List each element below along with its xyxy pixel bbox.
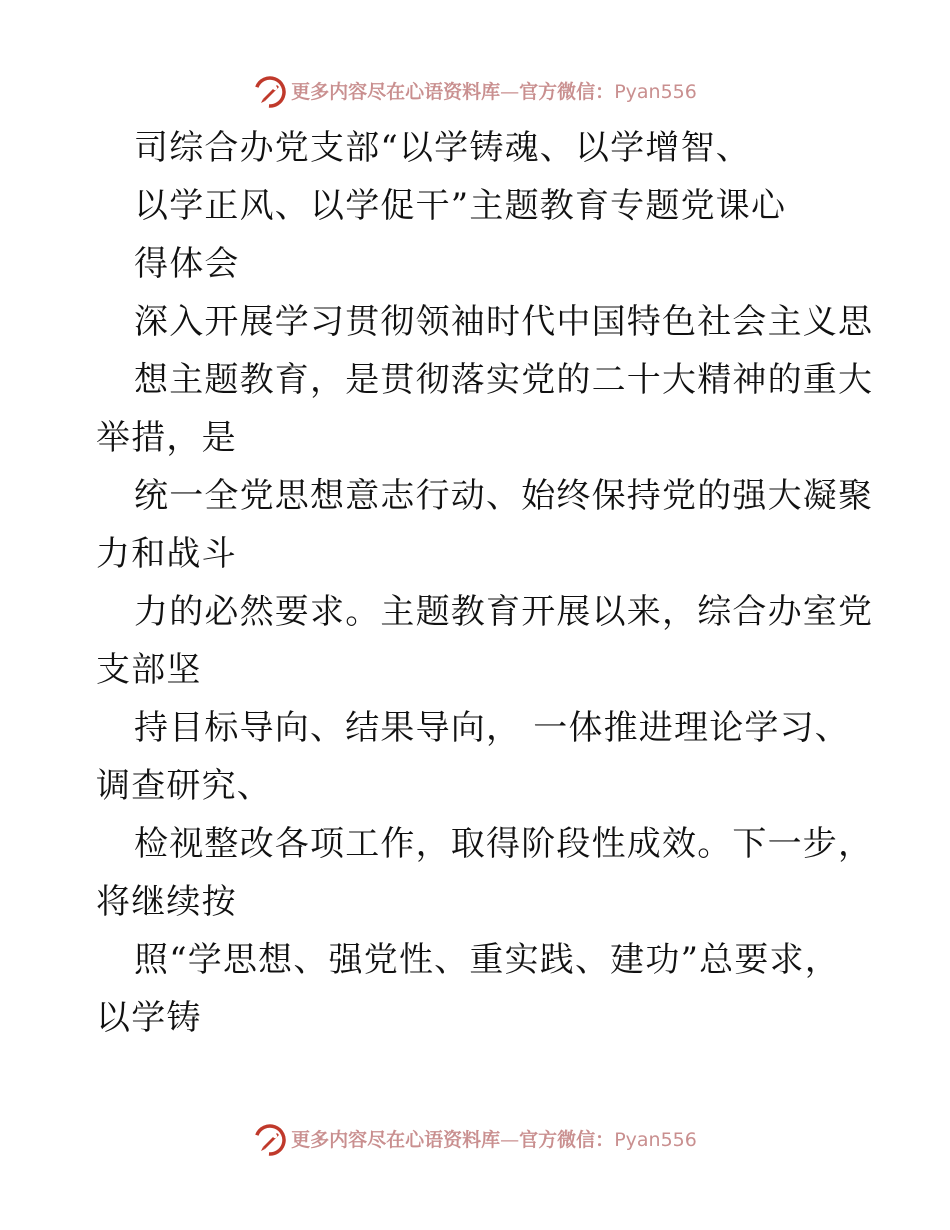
watermark-text [291, 80, 697, 103]
paragraph-line: 持目标导向、结果导向， 一体推进理论学习、 [134, 708, 851, 748]
paragraph-line: 力和战斗 [96, 534, 237, 574]
title-line-2: 以学正风、以学促干”主题教育专题党课心 [134, 186, 787, 226]
paragraph-line: 检视整改各项工作，取得阶段性成效。下一步， [134, 824, 874, 864]
watermark-brand: 更多内容尽在心语资料库 [291, 80, 501, 103]
paragraph-line: 力的必然要求。主题教育开展以来，综合办室党 [134, 592, 874, 632]
paragraph-line: 调查研究、 [96, 766, 272, 806]
paragraph-line: 想主题教育，是贯彻落实党的二十大精神的重大 [134, 360, 874, 400]
watermark-text [291, 1128, 697, 1151]
paragraph-line: 举措，是 [96, 418, 237, 458]
watermark-separator: — [500, 80, 520, 103]
watermark-brand: 更多内容尽在心语资料库 [291, 1128, 501, 1151]
paragraph-line: 支部坚 [96, 650, 202, 690]
paragraph-line: 统一全党思想意志行动、始终保持党的强大凝聚 [134, 476, 874, 516]
watermark-wechat-label: 官方微信： [519, 80, 615, 103]
title-line-1: 司综合办党支部“以学铸魂、以学增智、 [134, 128, 751, 168]
paragraph-line: 以学铸 [96, 998, 202, 1038]
header-watermark [0, 72, 950, 112]
footer-watermark [0, 1120, 950, 1160]
watermark-wechat-label: 官方微信： [519, 1128, 615, 1151]
logo-icon [253, 75, 287, 109]
watermark-separator: — [500, 1128, 520, 1151]
watermark-wechat-id: Pyan556 [614, 1128, 697, 1151]
paragraph-line: 将继续按 [96, 882, 237, 922]
paragraph-line: 照“学思想、强党性、重实践、建功”总要求， [134, 940, 840, 980]
watermark-wechat-id: Pyan556 [614, 80, 697, 103]
title-line-3: 得体会 [134, 244, 240, 284]
logo-icon [253, 1123, 287, 1157]
paragraph-line: 深入开展学习贯彻领袖时代中国特色社会主义思 [134, 302, 874, 342]
